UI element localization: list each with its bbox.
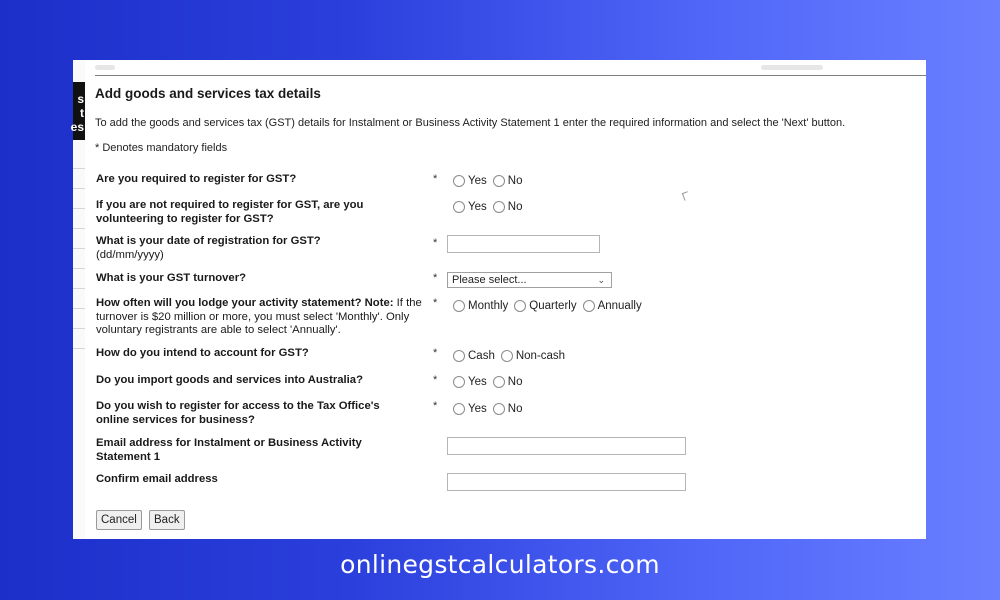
radio-circle[interactable] — [501, 350, 513, 362]
left-nav-fragment: es — [70, 120, 84, 134]
required-mark: * — [433, 297, 438, 309]
cancel-button[interactable]: Cancel — [96, 510, 142, 530]
left-nav-fragment: t — [80, 106, 84, 120]
radio-circle[interactable] — [453, 175, 465, 187]
lodge-frequency-note: If the turnover is $20 million or more, you must select 'Monthly'. Only voluntary registrants are able to select 'Annually'. — [96, 297, 422, 336]
required-mark: * — [433, 374, 438, 386]
option-label: Yes — [468, 376, 487, 388]
email-field[interactable] — [447, 437, 686, 455]
mandatory-note: * Denotes mandatory fields — [95, 142, 228, 154]
left-nav-strip — [70, 60, 85, 539]
option-label: Yes — [468, 201, 487, 213]
option-label: No — [507, 201, 523, 213]
radio-circle[interactable] — [493, 201, 505, 213]
required-mark: * — [433, 272, 438, 284]
back-button[interactable]: Back — [149, 510, 185, 530]
radio-circle[interactable] — [583, 300, 595, 312]
radio-volunteer-no[interactable] — [493, 201, 523, 213]
q-import-options — [453, 376, 528, 388]
form-screenshot — [70, 60, 926, 539]
option-label: Quarterly — [529, 300, 577, 312]
q-online-services-label: Do you wish to register for access to the Tax Office's online services for business? — [96, 400, 380, 426]
q-register-gst-options — [453, 175, 528, 187]
option-label: Annually — [597, 300, 642, 312]
page-title: Add goods and services tax details — [95, 86, 321, 101]
q-register-gst-label: Are you required to register for GST? — [96, 173, 297, 185]
radio-circle[interactable] — [453, 403, 465, 415]
q-online-services-options — [453, 403, 528, 415]
required-mark: * — [433, 173, 438, 185]
option-label: Yes — [468, 175, 487, 187]
date-format-hint: (dd/mm/yyyy) — [96, 248, 164, 261]
chevron-down-icon: ⌄ — [597, 275, 605, 285]
confirm-email-field[interactable] — [447, 473, 686, 491]
q-lodge-frequency-text: How often will you lodge your activity statement? Note: — [96, 297, 394, 309]
radio-import-yes[interactable] — [453, 376, 487, 388]
q-confirm-email-label: Confirm email address — [96, 473, 218, 485]
q-email-label: Email address for Instalment or Business Activity Statement 1 — [96, 437, 362, 463]
q-accounting-label: How do you intend to account for GST? — [96, 347, 309, 359]
option-label: No — [507, 376, 523, 388]
left-nav-dark-block — [70, 82, 85, 140]
option-label: Yes — [468, 403, 487, 415]
intro-text: To add the goods and services tax (GST) details for Instalment or Business Activity Statement 1 enter the required information and select the 'Next' button. — [95, 117, 846, 129]
radio-circle[interactable] — [453, 350, 465, 362]
radio-monthly[interactable] — [453, 300, 508, 312]
required-mark: * — [433, 400, 438, 412]
mouse-cursor-icon — [682, 191, 690, 201]
q-volunteer-label: If you are not required to register for GST, are you volunteering to register for GST? — [96, 199, 364, 225]
radio-quarterly[interactable] — [514, 300, 576, 312]
radio-circle[interactable] — [453, 300, 465, 312]
option-label: No — [507, 175, 523, 187]
radio-circle[interactable] — [453, 376, 465, 388]
option-label: Monthly — [468, 300, 509, 312]
radio-register-yes[interactable] — [453, 175, 487, 187]
radio-register-no[interactable] — [493, 175, 523, 187]
option-label: Cash — [468, 350, 495, 362]
radio-circle[interactable] — [493, 376, 505, 388]
q-registration-date-label — [96, 235, 426, 262]
option-label: Non-cash — [515, 350, 566, 362]
radio-online-no[interactable] — [493, 403, 523, 415]
q-volunteer-options — [453, 201, 528, 213]
radio-circle[interactable] — [453, 201, 465, 213]
radio-circle[interactable] — [493, 403, 505, 415]
radio-cash[interactable] — [453, 350, 495, 362]
turnover-selected-value: Please select... — [452, 274, 527, 286]
radio-annually[interactable] — [583, 300, 642, 312]
q-lodge-frequency-label — [96, 297, 426, 338]
top-header-strip — [95, 60, 926, 76]
q-import-label: Do you import goods and services into Australia? — [96, 374, 363, 386]
q-accounting-options — [453, 350, 571, 362]
radio-online-yes[interactable] — [453, 403, 487, 415]
q-turnover-label: What is your GST turnover? — [96, 272, 247, 284]
radio-non-cash[interactable] — [501, 350, 565, 362]
radio-circle[interactable] — [493, 175, 505, 187]
radio-import-no[interactable] — [493, 376, 523, 388]
required-mark: * — [433, 237, 438, 249]
radio-circle[interactable] — [514, 300, 526, 312]
q-registration-date-text: What is your date of registration for GST? — [96, 235, 321, 247]
left-nav-fragment: s — [77, 92, 84, 106]
q-lodge-frequency-options — [453, 300, 648, 312]
registration-date-input[interactable] — [447, 235, 600, 253]
turnover-select[interactable] — [447, 272, 612, 288]
option-label: No — [507, 403, 523, 415]
radio-volunteer-yes[interactable] — [453, 201, 487, 213]
required-mark: * — [433, 347, 438, 359]
site-name: onlinegstcalculators.com — [340, 550, 660, 579]
